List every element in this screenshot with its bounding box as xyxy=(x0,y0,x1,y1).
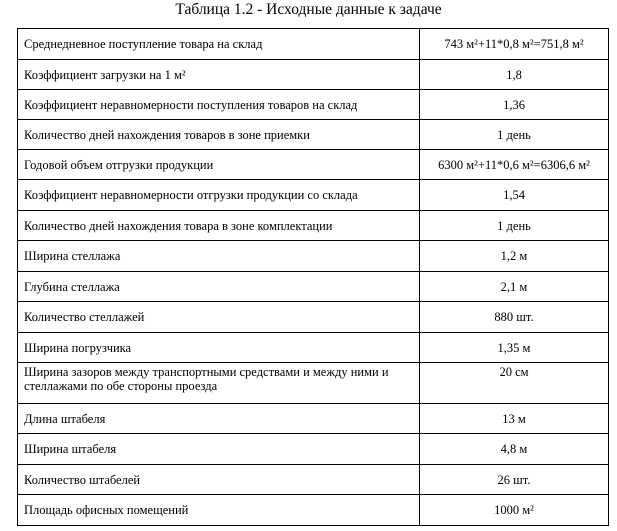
table-row xyxy=(18,211,609,241)
table-row xyxy=(18,404,609,434)
table-row xyxy=(18,363,609,404)
source-data-table xyxy=(17,28,609,526)
table-row xyxy=(18,465,609,495)
value-cell: 1,2 м xyxy=(420,241,609,272)
value-cell: 1 день xyxy=(420,120,609,150)
parameter-cell: Количество штабелей xyxy=(18,465,420,495)
table-row xyxy=(18,150,609,180)
parameter-cell: Количество стеллажей xyxy=(18,302,420,333)
parameter-cell: Ширина зазоров между транспортными средствами и между ними и стеллажами по обе стороны проезда xyxy=(18,363,420,404)
value-cell: 880 шт. xyxy=(420,302,609,333)
value-cell: 1 день xyxy=(420,211,609,241)
table-row xyxy=(18,60,609,90)
parameter-cell: Ширина стеллажа xyxy=(18,241,420,272)
parameter-cell: Длина штабеля xyxy=(18,404,420,434)
table-caption: Таблица 1.2 - Исходные данные к задаче xyxy=(175,1,442,18)
table-row xyxy=(18,434,609,465)
table-row xyxy=(18,495,609,526)
value-cell: 2,1 м xyxy=(420,272,609,302)
parameter-cell: Коэффициент загрузки на 1 м² xyxy=(18,60,420,90)
table-row xyxy=(18,272,609,302)
table-row xyxy=(18,241,609,272)
parameter-cell: Глубина стеллажа xyxy=(18,272,420,302)
parameter-cell: Площадь офисных помещений xyxy=(18,495,420,526)
parameter-cell: Ширина погрузчика xyxy=(18,333,420,363)
parameter-cell: Коэффициент неравномерности поступления товаров на склад xyxy=(18,90,420,120)
value-cell: 26 шт. xyxy=(420,465,609,495)
parameter-cell: Количество дней нахождения товара в зоне комплектации xyxy=(18,211,420,241)
table-row xyxy=(18,29,609,60)
parameter-cell: Среднедневное поступление товара на склад xyxy=(18,29,420,60)
value-cell: 1,8 xyxy=(420,60,609,90)
table-row xyxy=(18,302,609,333)
value-cell: 1000 м² xyxy=(420,495,609,526)
value-cell: 1,36 xyxy=(420,90,609,120)
value-cell: 4,8 м xyxy=(420,434,609,465)
table-row xyxy=(18,120,609,150)
table-row xyxy=(18,90,609,120)
parameter-cell: Ширина штабеля xyxy=(18,434,420,465)
value-cell: 743 м²+11*0,8 м²=751,8 м² xyxy=(420,29,609,60)
table-row xyxy=(18,180,609,211)
value-cell: 1,35 м xyxy=(420,333,609,363)
parameter-cell: Количество дней нахождения товаров в зоне приемки xyxy=(18,120,420,150)
value-cell: 6300 м²+11*0,6 м²=6306,6 м² xyxy=(420,150,609,180)
parameter-cell: Годовой объем отгрузки продукции xyxy=(18,150,420,180)
table-row xyxy=(18,333,609,363)
value-cell: 20 см xyxy=(420,363,609,404)
value-cell: 13 м xyxy=(420,404,609,434)
parameter-cell: Коэффициент неравномерности отгрузки продукции со склада xyxy=(18,180,420,211)
value-cell: 1,54 xyxy=(420,180,609,211)
